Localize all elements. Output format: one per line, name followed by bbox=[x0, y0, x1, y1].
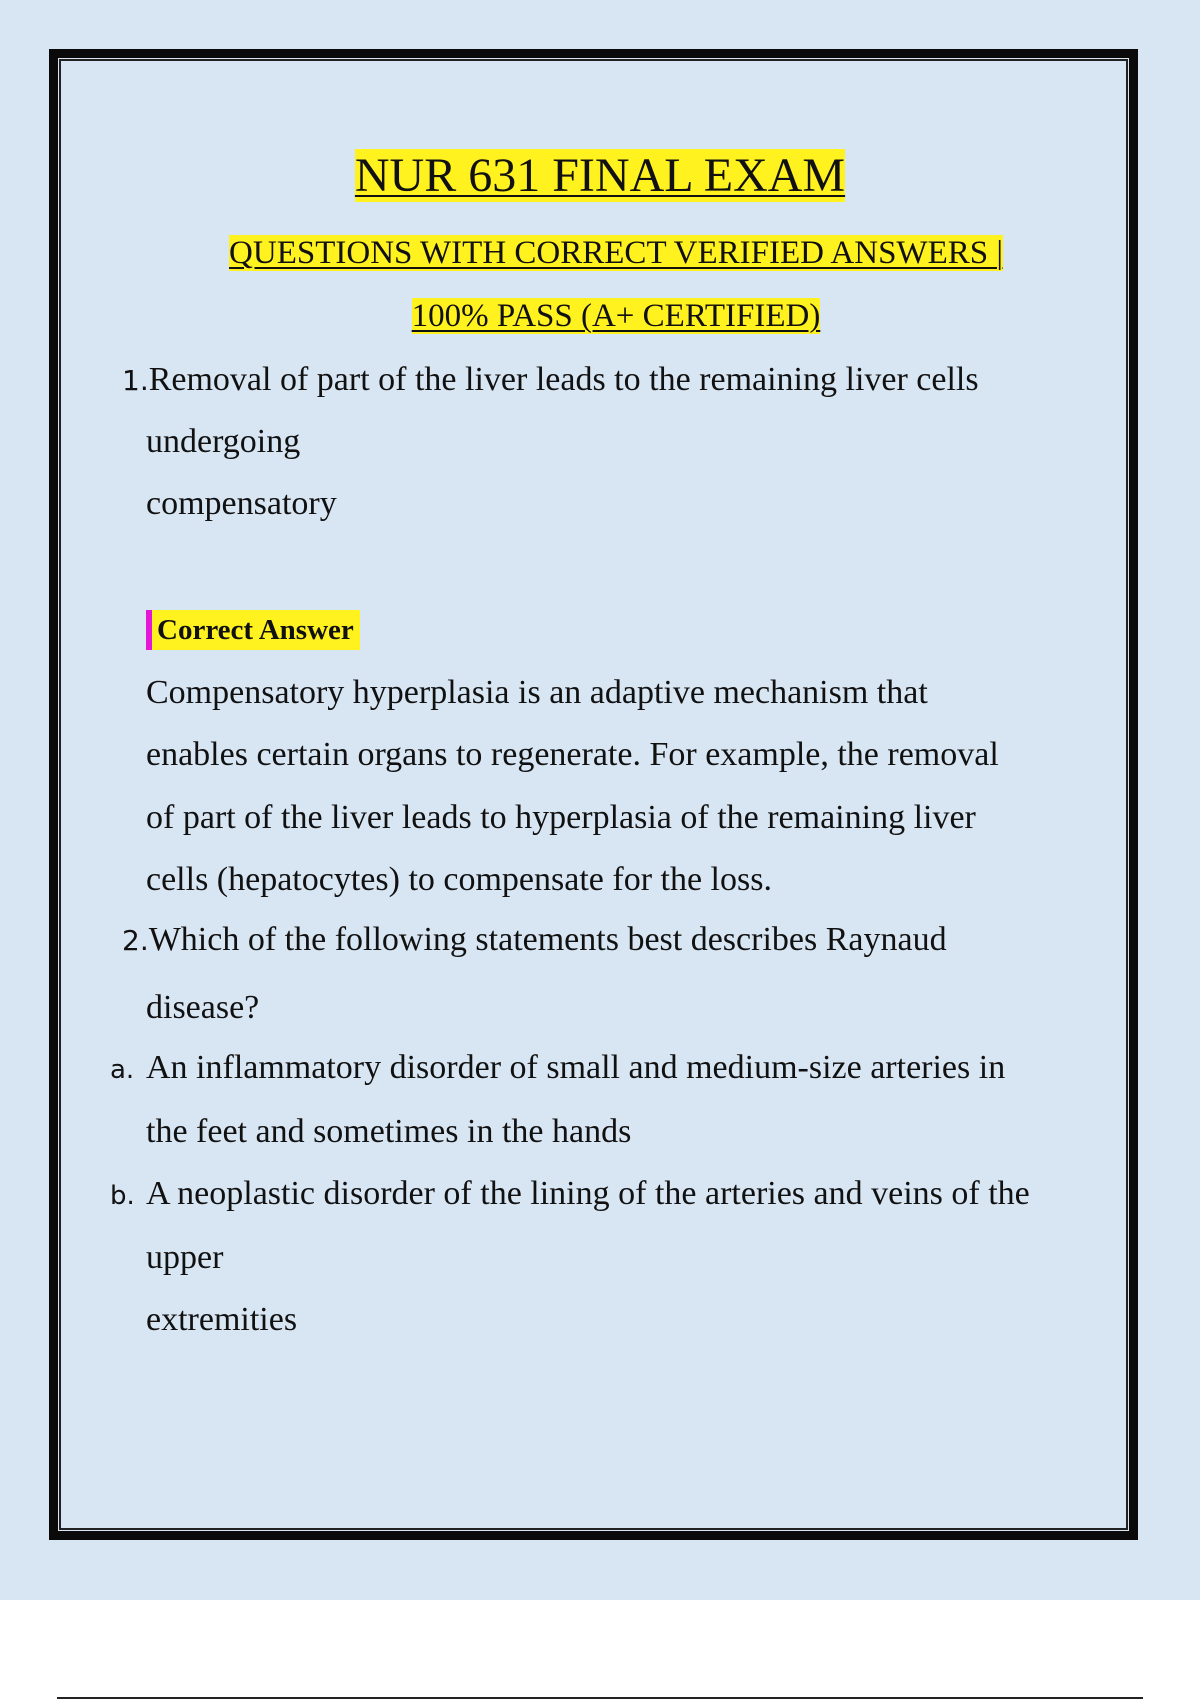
question-2-text-line-1: Which of the following statements best describes Raynaud bbox=[148, 921, 947, 958]
option-b-marker: b. bbox=[110, 1181, 135, 1211]
title-text: NUR 631 FINAL EXAM bbox=[354, 149, 846, 202]
question-2-number: 2. bbox=[122, 924, 149, 957]
question-2-line-1 bbox=[122, 920, 947, 961]
question-1-text-line-1: Removal of part of the liver leads to the remaining liver cells bbox=[148, 361, 979, 398]
option-b-line-3: extremities bbox=[146, 1301, 298, 1338]
question-1-text-line-3: compensatory bbox=[146, 485, 337, 522]
option-a-line-2: the feet and sometimes in the hands bbox=[146, 1113, 632, 1150]
option-a-marker: a. bbox=[110, 1055, 135, 1085]
option-b-line-2: upper bbox=[146, 1239, 224, 1276]
question-1-line-1 bbox=[122, 360, 979, 401]
subtitle-line1: QUESTIONS WITH CORRECT VERIFIED ANSWERS | bbox=[229, 235, 1003, 271]
footer-divider bbox=[57, 1697, 1143, 1699]
answer-1-line-4: cells (hepatocytes) to compensate for the loss. bbox=[146, 861, 772, 898]
option-b-line-1: A neoplastic disorder of the lining of the arteries and veins of the bbox=[146, 1175, 1030, 1212]
answer-1-line-1: Compensatory hyperplasia is an adaptive mechanism that bbox=[146, 674, 928, 711]
answer-1-line-2: enables certain organs to regenerate. For example, the removal bbox=[146, 736, 999, 773]
question-1-text-line-2: undergoing bbox=[146, 423, 301, 460]
answer-1-line-3: of part of the liver leads to hyperplasia of the remaining liver bbox=[146, 799, 976, 836]
document-subtitle bbox=[0, 233, 1200, 273]
correct-answer-label: Correct Answer bbox=[146, 610, 360, 650]
subtitle-line2: 100% PASS (A+ CERTIFIED) bbox=[411, 298, 821, 334]
question-1-number: 1. bbox=[122, 364, 149, 397]
document-subtitle-2 bbox=[0, 296, 1200, 336]
option-a-line-1: An inflammatory disorder of small and medium-size arteries in bbox=[146, 1049, 1006, 1086]
document-title bbox=[0, 148, 1200, 204]
question-2-text-line-2: disease? bbox=[146, 989, 260, 1026]
